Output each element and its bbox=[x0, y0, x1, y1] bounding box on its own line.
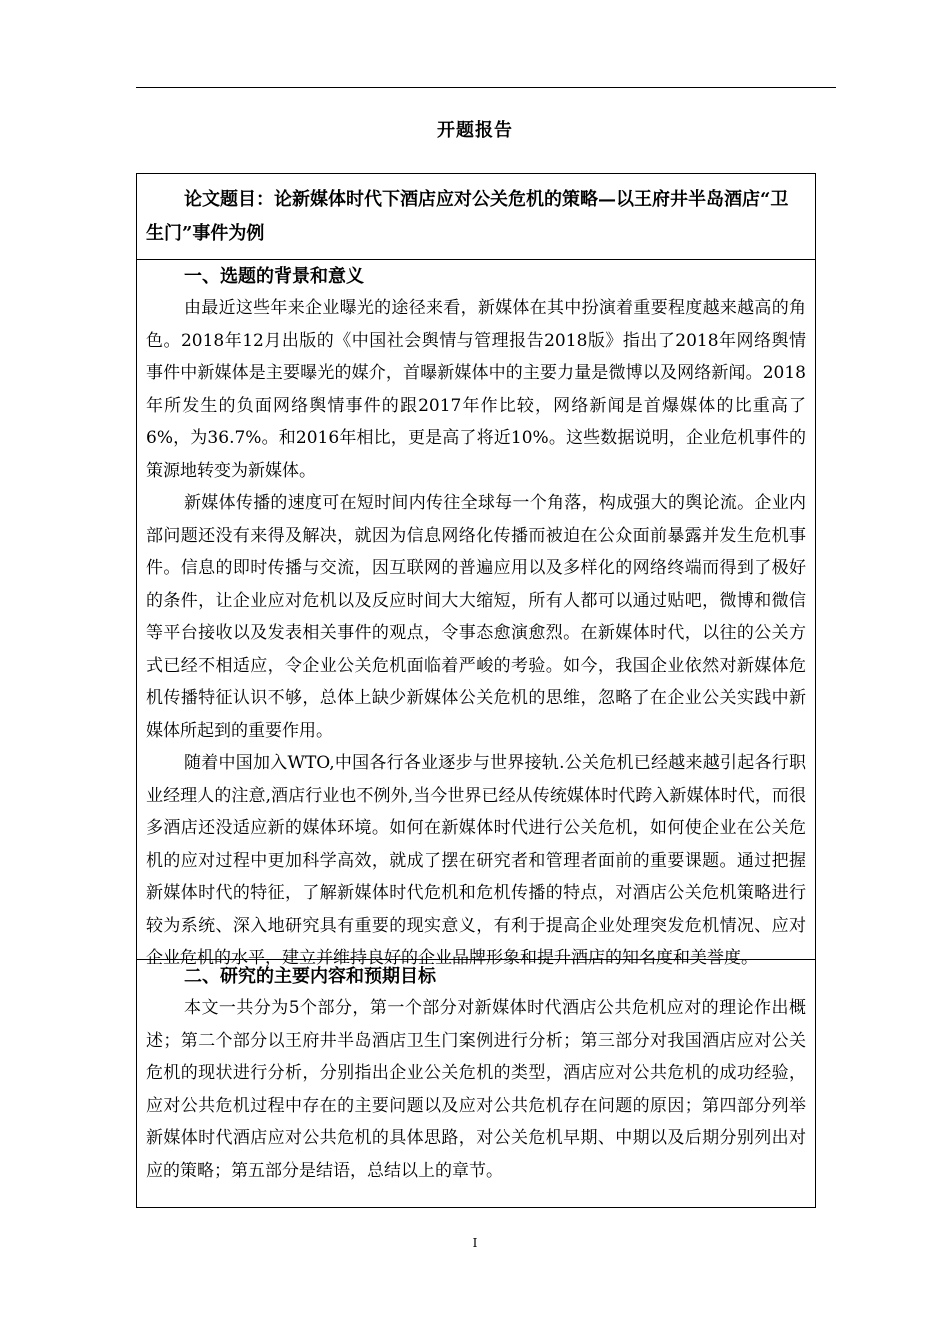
page-number: I bbox=[472, 1236, 478, 1250]
paragraph: 本文一共分为5个部分，第一个部分对新媒体时代酒店公共危机应对的理论作出概述；第二个部分以王府井半岛酒店卫生门案例进行分析；第三部分对我国酒店应对公关危机的现状进行分析，分别指出企业公关危机的类型，酒店应对公共危机的成功经验，应对公共危机过程中存在的主要问题以及应对公共危机存在问题的原因；第四部分列举新媒体时代酒店应对公共危机的具体思路，对公关危机早期、中期以及后期分别列出对应的策略；第五部分是结语，总结以上的章节。 bbox=[146, 998, 806, 1181]
header-rule bbox=[136, 87, 836, 88]
report-table bbox=[136, 173, 816, 1208]
thesis-title: 论文题目：论新媒体时代下酒店应对公关危机的策略—以王府井半岛酒店“卫生门”事件为例 bbox=[146, 189, 789, 244]
document-title: 开题报告 bbox=[437, 120, 513, 141]
section-background bbox=[137, 260, 815, 968]
paragraph: 由最近这些年来企业曝光的途径来看，新媒体在其中扮演着重要程度越来越高的角色。2018年12月出版的《中国社会舆情与管理报告2018版》指出了2018年网络舆情事件中新媒体是主要曝光的媒介，首曝新媒体中的主要力量是微博以及网络新闻。2018年所发生的负面网络舆情事件的跟2017年作比较，网络新闻是首爆媒体的比重高了6%，为36.7%。和2016年相比，更是高了将近10%。这些数据说明，企业危机事件的策源地转变为新媒体。 bbox=[146, 298, 806, 481]
thesis-title-row bbox=[137, 174, 815, 260]
section-content bbox=[137, 960, 815, 1209]
paragraph: 新媒体传播的速度可在短时间内传往全球每一个角落，构成强大的舆论流。企业内部问题还没有来得及解决，就因为信息网络化传播而被迫在公众面前暴露并发生危机事件。信息的即时传播与交流，因互联网的普遍应用以及多样化的网络终端而得到了极好的条件，让企业应对危机以及反应时间大大缩短，所有人都可以通过贴吧，微博和微信等平台接收以及发表相关事件的观点，令事态愈演愈烈。在新媒体时代，以往的公关方式已经不相适应，令企业公关危机面临着严峻的考验。如今，我国企业依然对新媒体危机传播特征认识不够，总体上缺少新媒体公关危机的思维，忽略了在企业公关实践中新媒体所起到的重要作用。 bbox=[146, 493, 806, 741]
section-heading: 一、选题的背景和意义 bbox=[184, 266, 364, 287]
paragraph: 随着中国加入WTO,中国各行各业逐步与世界接轨.公关危机已经越来越引起各行职业经理人的注意,酒店行业也不例外,当今世界已经从传统媒体时代跨入新媒体时代，而很多酒店还没适应新的媒体环境。如何在新媒体时代进行公关危机，如何使企业在公关危机的应对过程中更加科学高效，就成了摆在研究者和管理者面前的重要课题。通过把握新媒体时代的特征，了解新媒体时代危机和危机传播的特点，对酒店公关危机策略进行较为系统、深入地研究具有重要的现实意义，有利于提高企业处理突发危机情况、应对企业危机的水平，建立并维持良好的企业品牌形象和提升酒店的知名度和美誉度。 bbox=[146, 753, 806, 968]
section-heading: 二、研究的主要内容和预期目标 bbox=[184, 966, 436, 987]
